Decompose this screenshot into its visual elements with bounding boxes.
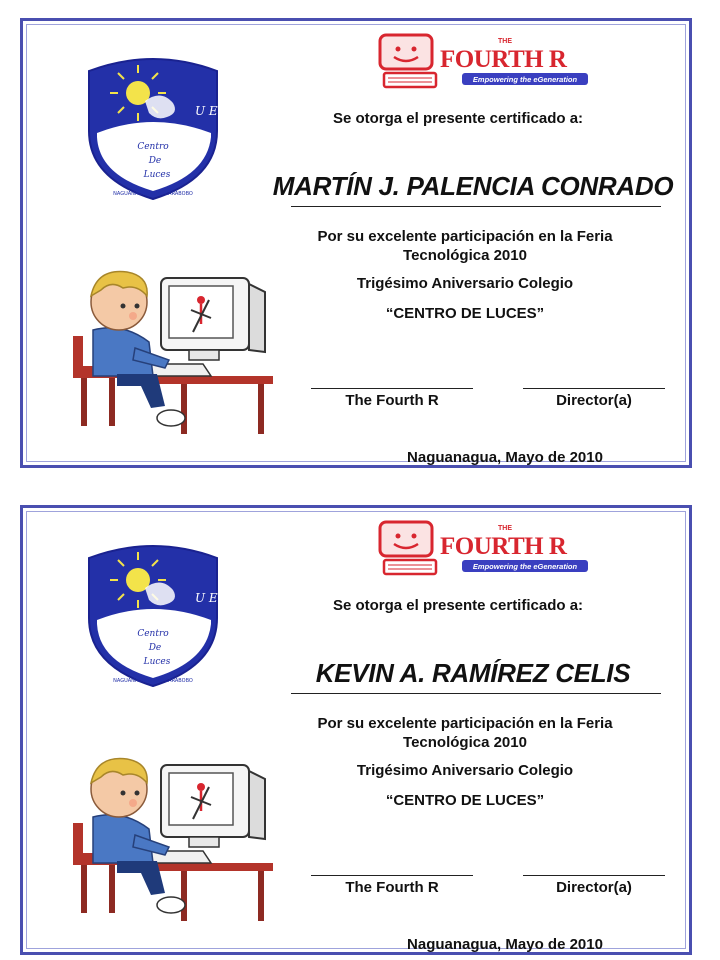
- fourth-r-logo: [378, 520, 593, 580]
- anniversary-text: Trigésimo Aniversario Colegio: [356, 275, 574, 292]
- school-name-text: “CENTRO DE LUCES”: [385, 792, 545, 809]
- place-date: Naguanagua, Mayo de 2010: [407, 449, 603, 466]
- signature-line-left: [311, 388, 473, 389]
- crest-ue-text: U E: [195, 591, 218, 605]
- signature-label-right: Director(a): [556, 392, 632, 409]
- reason-text: [285, 714, 645, 752]
- reason-line-2: Tecnológica 2010: [403, 247, 527, 264]
- logo-tagline-text: Empowering the eGeneration: [472, 562, 578, 571]
- certificate-intro: Se otorga el presente certificado a:: [332, 597, 584, 614]
- recipient-name: KEVIN A. RAMÍREZ CELIS: [315, 658, 631, 688]
- logo-brand-text: FOURTH R: [440, 533, 567, 560]
- child-at-computer-illustration: [53, 753, 283, 933]
- crest-de-text: De: [148, 156, 162, 166]
- school-crest-logo: [83, 538, 223, 688]
- place-date: Naguanagua, Mayo de 2010: [407, 936, 603, 953]
- crest-de-text: De: [148, 643, 162, 653]
- reason-line-2: Tecnológica 2010: [403, 734, 527, 751]
- child-at-computer-illustration: [53, 266, 283, 446]
- school-name-text: “CENTRO DE LUCES”: [385, 305, 545, 322]
- reason-line-1: Por su excelente participación en la Feria: [317, 715, 613, 732]
- certificate-1: [20, 18, 692, 468]
- fourth-r-logo: [378, 33, 593, 93]
- school-crest-logo: [83, 51, 223, 201]
- certificate-2: [20, 505, 692, 955]
- crest-ring-text: NAGUANAGUA EDO. CARABOBO: [113, 678, 193, 684]
- crest-centro-text: Centro: [137, 629, 169, 639]
- signature-label-left: The Fourth R: [345, 392, 439, 409]
- logo-brand-text: FOURTH R: [440, 46, 567, 73]
- crest-centro-text: Centro: [137, 142, 169, 152]
- logo-the-text: THE: [498, 38, 512, 45]
- reason-line-1: Por su excelente participación en la Feria: [317, 228, 613, 245]
- signature-line-right: [523, 875, 665, 876]
- crest-ring-text: NAGUANAGUA EDO. CARABOBO: [113, 191, 193, 197]
- signature-label-left: The Fourth R: [345, 879, 439, 896]
- crest-luces-text: Luces: [143, 170, 171, 180]
- logo-the-text: THE: [498, 525, 512, 532]
- recipient-underline: [291, 206, 661, 207]
- reason-text: [285, 227, 645, 265]
- crest-ue-text: U E: [195, 104, 218, 118]
- recipient-underline: [291, 693, 661, 694]
- anniversary-text: Trigésimo Aniversario Colegio: [356, 762, 574, 779]
- signature-label-right: Director(a): [556, 879, 632, 896]
- signature-line-right: [523, 388, 665, 389]
- certificate-intro: Se otorga el presente certificado a:: [332, 110, 584, 127]
- recipient-name: MARTÍN J. PALENCIA CONRADO: [272, 171, 674, 201]
- logo-tagline-text: Empowering the eGeneration: [472, 75, 578, 84]
- crest-luces-text: Luces: [143, 657, 171, 667]
- signature-line-left: [311, 875, 473, 876]
